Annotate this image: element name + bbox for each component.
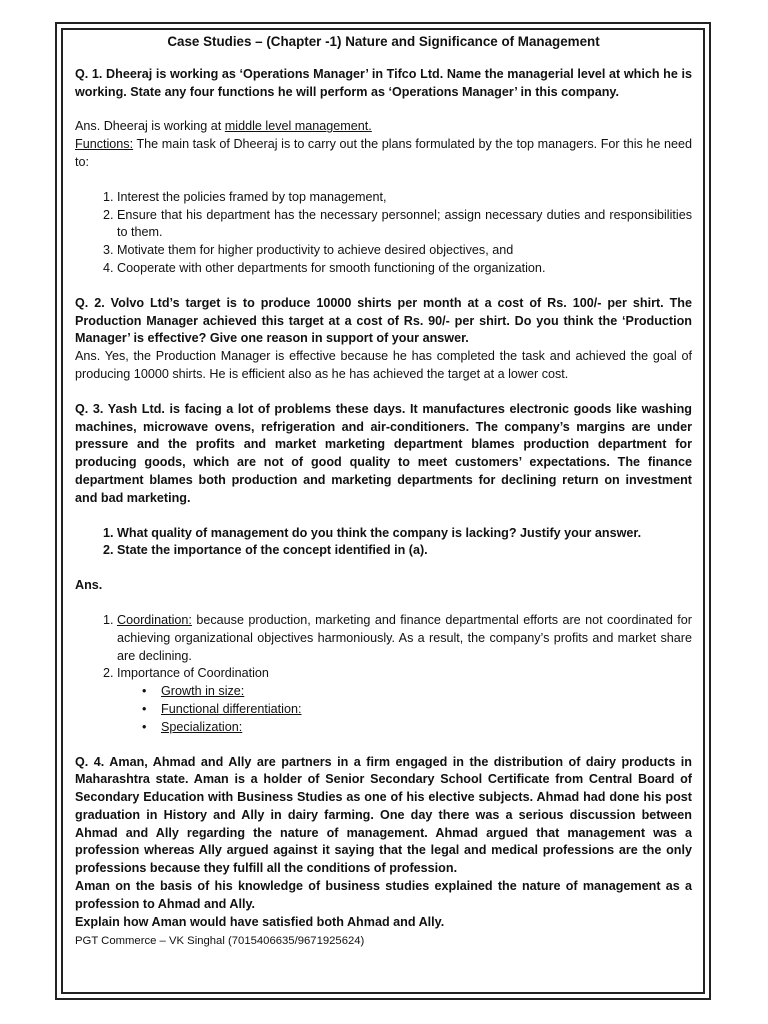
list-item: [117, 665, 692, 736]
functions-label: Functions:: [75, 137, 134, 152]
list-item: 1. What quality of management do you think the company is lacking? Justify your answer.: [117, 525, 692, 543]
question-4-line-2: Aman on the basis of his knowledge of business studies explained the nature of management as a profession to Ahmad and Ally.: [75, 879, 692, 911]
question-4: Q. 4. Aman, Ahmad and Ally are partners in a firm engaged in the distribution of dairy products in Maharashtra state. Aman is a holder of Senior Secondary School Certificate from Central Board of Secondary Education with Business Studies as one of his elective subjects. Ahmad had done his post graduation in History and Ally in dairy farming. One day there was a serious discussion between Ahmad and Ally regarding the nature of management. Ahmad argued that management was a profession whereas Ally argued against it saying that the legal and medical professions are the only professions because they fulfill all the conditions of profession.: [75, 754, 692, 876]
coordination-text: because production, marketing and finance departmental efforts are not coordinated for achieving organizational objectives harmoniously. As a result, the company’s profits and market share are declining.: [117, 612, 692, 663]
list-item: 2. State the importance of the concept identified in (a).: [117, 542, 692, 560]
bullet-item: • Specialization:: [161, 719, 692, 737]
list-item: 1. Interest the policies framed by top management,: [117, 189, 692, 207]
answer-3-label: Ans.: [75, 578, 103, 593]
question-2: Q. 2. Volvo Ltd’s target is to produce 10000 shirts per month at a cost of Rs. 100/- per shirt. The Production Manager achieved this target at a cost of Rs. 90/- per shirt. Do you think the ‘Production Manager’ is effective? Give one reason in support of your answer.: [75, 295, 692, 346]
question-block-1: [75, 66, 692, 278]
question-3: Q. 3. Yash Ltd. is facing a lot of problems these days. It manufactures electronic goods like washing machines, microwave ovens, refrigeration and air-conditioners. The company’s margins are under pressure and the profits and market marketing department blames production department for producing goods, which are not of good quality to meet customers’ expectations. The finance department blames both production and marketing departments for declining return on investment and bad marketing.: [75, 401, 692, 505]
answer-2: Ans. Yes, the Production Manager is effective because he has completed the task and achieved the goal of producing 10000 shirts. He is efficient also as he has achieved the target at a lower cost.: [75, 349, 692, 381]
functions-paragraph: [75, 136, 692, 172]
question-1: Q. 1. Dheeraj is working as ‘Operations Manager’ in Tifco Ltd. Name the managerial level at which he is working. State any four functions he will perform as ‘Operations Manager’ in this company.: [75, 66, 692, 99]
functions-list: [75, 189, 692, 278]
list-item: [117, 612, 692, 665]
answer-1: [75, 118, 692, 136]
functions-text: The main task of Dheeraj is to carry out the plans formulated by the top managers. For this he need to:: [75, 137, 692, 169]
coordination-label: Coordination:: [117, 612, 192, 627]
question-4-line-3: Explain how Aman would have satisfied both Ahmad and Ally.: [75, 914, 445, 929]
importance-bullets: [117, 683, 692, 736]
page-footer: PGT Commerce – VK Singhal (7015406635/9671925624): [75, 935, 365, 948]
bullet-item: • Functional differentiation:: [161, 701, 692, 719]
answer-1-level: middle level management.: [224, 119, 372, 134]
importance-label: Importance of Coordination: [117, 666, 269, 681]
question-block-2: [75, 295, 692, 384]
list-item: 4. Cooperate with other departments for smooth functioning of the organization.: [117, 260, 692, 278]
question-block-3: [75, 401, 692, 737]
bullet-item: • Growth in size:: [161, 683, 692, 701]
list-item: 3. Motivate them for higher productivity to achieve desired objectives, and: [117, 242, 692, 260]
answer-1-prefix: Ans. Dheeraj is working at: [75, 119, 225, 134]
document-content: [75, 33, 692, 951]
sub-question-list: [75, 525, 692, 561]
question-block-4: [75, 754, 692, 932]
page-title: Case Studies – (Chapter -1) Nature and Significance of Management: [167, 34, 600, 49]
answer-3-list: [75, 612, 692, 737]
list-item: 2. Ensure that his department has the necessary personnel; assign necessary duties and responsibilities to them.: [117, 207, 692, 243]
